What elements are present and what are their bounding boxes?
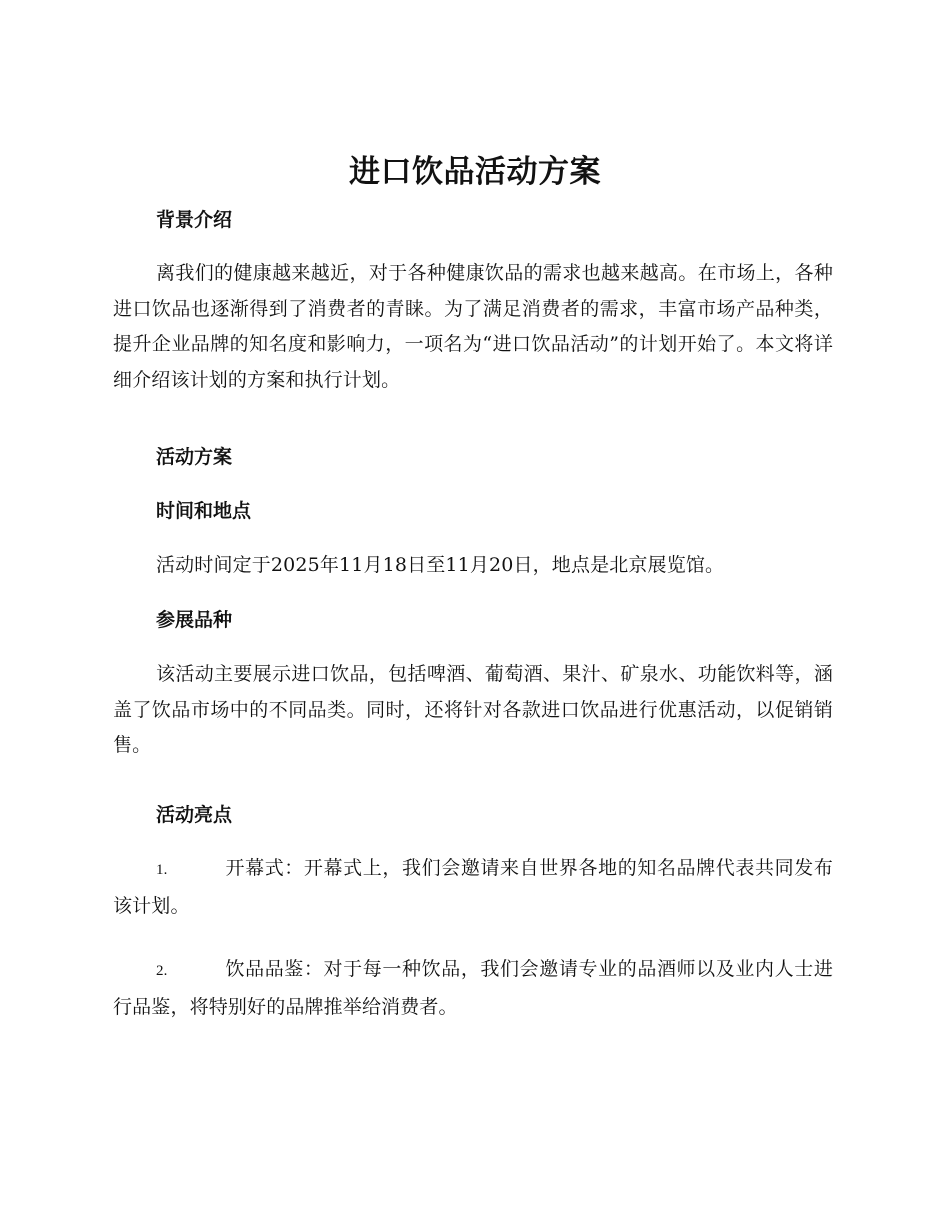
paragraph-background: 离我们的健康越来越近，对于各种健康饮品的需求也越来越高。在市场上，各种进口饮品也逐渐得到了消费者的青睐。为了满足消费者的需求，丰富市场产品种类，提升企业品牌的知名度和影响力，一项名为“进口饮品活动”的计划开始了。本文将详细介绍该计划的方案和执行计划。 (113, 262, 833, 391)
paragraph-time-place: 活动时间定于2025年11月18日至11月20日，地点是北京展览馆。 (156, 554, 725, 576)
list-item (113, 851, 833, 924)
list-item-text: 开幕式：开幕式上，我们会邀请来自世界各地的知名品牌代表共同发布该计划。 (113, 857, 833, 917)
list-item (113, 952, 833, 1025)
heading-highlights: 活动亮点 (156, 804, 233, 826)
document-title: 进口饮品活动方案 (349, 154, 601, 190)
heading-time-place: 时间和地点 (156, 500, 252, 522)
list-item-text: 饮品品鉴：对于每一种饮品，我们会邀请专业的品酒师以及业内人士进行品鉴，将特别好的品牌推举给消费者。 (113, 958, 833, 1018)
heading-varieties: 参展品种 (156, 609, 233, 631)
heading-background: 背景介绍 (156, 209, 233, 231)
heading-plan: 活动方案 (156, 446, 233, 468)
list-item-number: 2. (156, 963, 168, 979)
list-item-number: 1. (156, 862, 168, 878)
paragraph-varieties: 该活动主要展示进口饮品，包括啤酒、葡萄酒、果汁、矿泉水、功能饮料等，涵盖了饮品市场中的不同品类。同时，还将针对各款进口饮品进行优惠活动，以促销销售。 (113, 663, 833, 756)
